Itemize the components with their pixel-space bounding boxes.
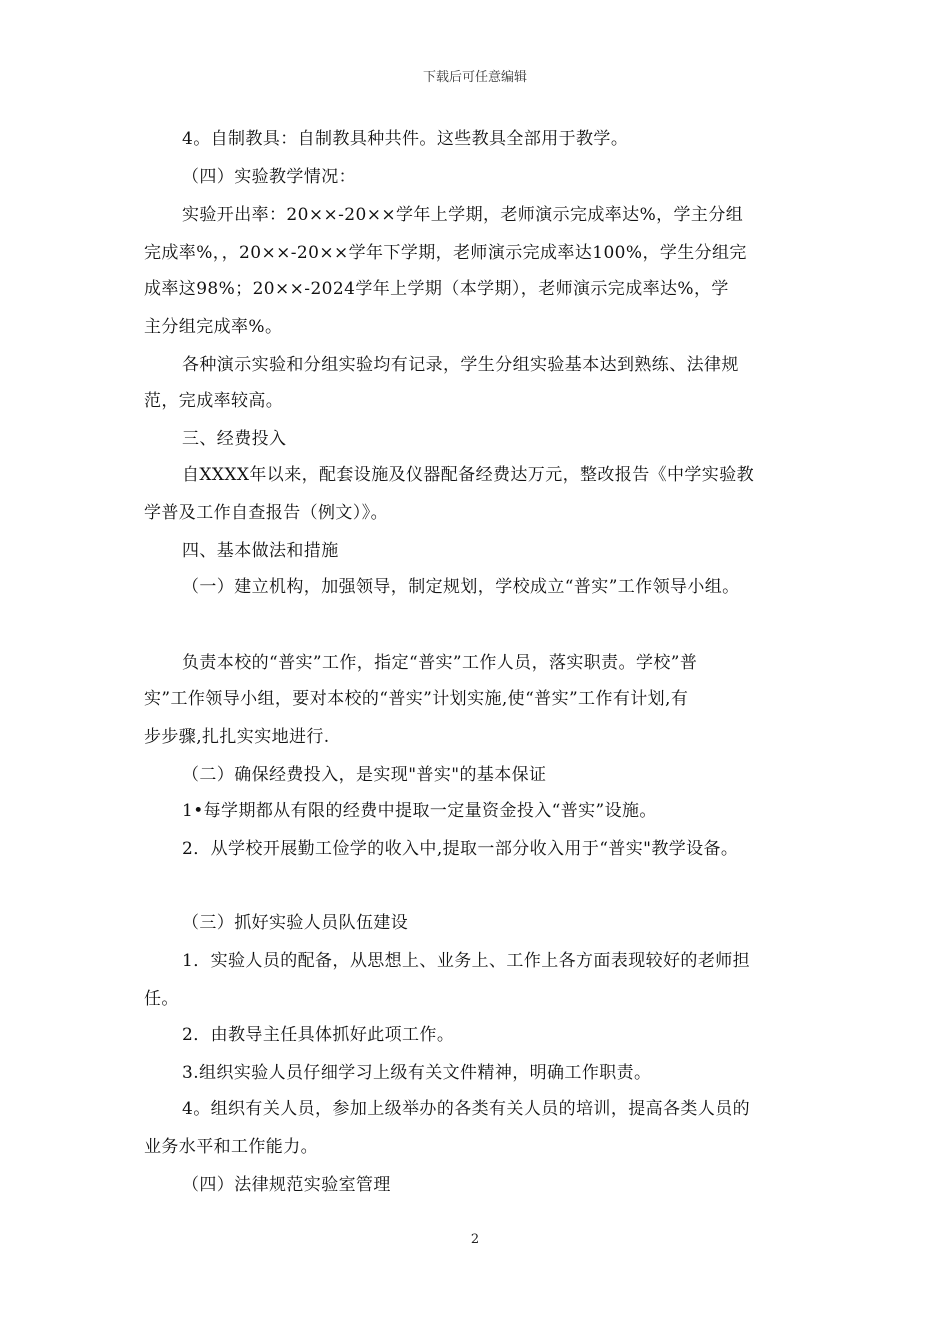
page-header: 下载后可任意编辑 bbox=[422, 70, 527, 85]
paragraph-line: （一）建立机构，加强领导，制定规划，学校成立“普实”工作领导小组。 bbox=[182, 577, 740, 597]
paragraph-line: 负责本校的“普实”工作，指定“普实”工作人员，落实职责。学校”普 bbox=[182, 653, 698, 673]
section-heading: （四）法律规范实验室管理 bbox=[182, 1175, 391, 1195]
paragraph-line: 成率这98%；20××-2024学年上学期（本学期），老师演示完成率达%，学 bbox=[144, 279, 729, 299]
paragraph-line: 4。自制教具：自制教具种共件。这些教具全部用于教学。 bbox=[182, 129, 629, 149]
paragraph-line: 业务水平和工作能力。 bbox=[144, 1137, 318, 1157]
page-number: 2 bbox=[470, 1232, 480, 1247]
list-item: 1•每学期都从有限的经费中提取一定量资金投入“普实”设施。 bbox=[182, 801, 657, 821]
section-heading: （二）确保经费投入，是实现"普实"的基本保证 bbox=[182, 765, 547, 785]
paragraph-line: 任。 bbox=[144, 989, 179, 1009]
paragraph-line: 实”工作领导小组，要对本校的“普实”计划实施,使“普实”工作有计划,有 bbox=[144, 689, 689, 709]
paragraph-line: 完成率%，，20××-20××学年下学期，老师演示完成率达100%，学生分组完 bbox=[144, 243, 747, 263]
list-item: 3.组织实验人员仔细学习上级有关文件精神，明确工作职责。 bbox=[182, 1063, 652, 1083]
list-item: 2．由教导主任具体抓好此项工作。 bbox=[182, 1025, 455, 1045]
paragraph-line: 各种演示实验和分组实验均有记录，学生分组实验基本达到熟练、法律规 bbox=[182, 355, 739, 375]
paragraph-line: 自XXXX年以来，配套设施及仪器配备经费达万元，整改报告《中学实验教 bbox=[182, 465, 755, 485]
paragraph-line: 步步骤,扎扎实实地进行. bbox=[144, 727, 330, 747]
paragraph-line: 实验开出率：20××-20××学年上学期，老师演示完成率达%，学主分组 bbox=[182, 205, 744, 225]
section-heading: 三、经费投入 bbox=[182, 429, 287, 449]
list-item: 2．从学校开展勤工俭学的收入中,提取一部分收入用于“普实"教学设备。 bbox=[182, 839, 739, 859]
paragraph-line: 主分组完成率%。 bbox=[144, 317, 283, 337]
section-heading: （三）抓好实验人员队伍建设 bbox=[182, 913, 409, 933]
paragraph-line: 学普及工作自查报告（例文）》。 bbox=[144, 503, 388, 523]
paragraph-line: 范，完成率较高。 bbox=[144, 391, 284, 411]
list-item: 1．实验人员的配备，从思想上、业务上、工作上各方面表现较好的老师担 bbox=[182, 951, 751, 971]
section-heading: 四、基本做法和措施 bbox=[182, 541, 339, 561]
section-heading: （四）实验教学情况： bbox=[182, 167, 356, 187]
list-item: 4。组织有关人员，参加上级举办的各类有关人员的培训，提高各类人员的 bbox=[182, 1099, 751, 1119]
